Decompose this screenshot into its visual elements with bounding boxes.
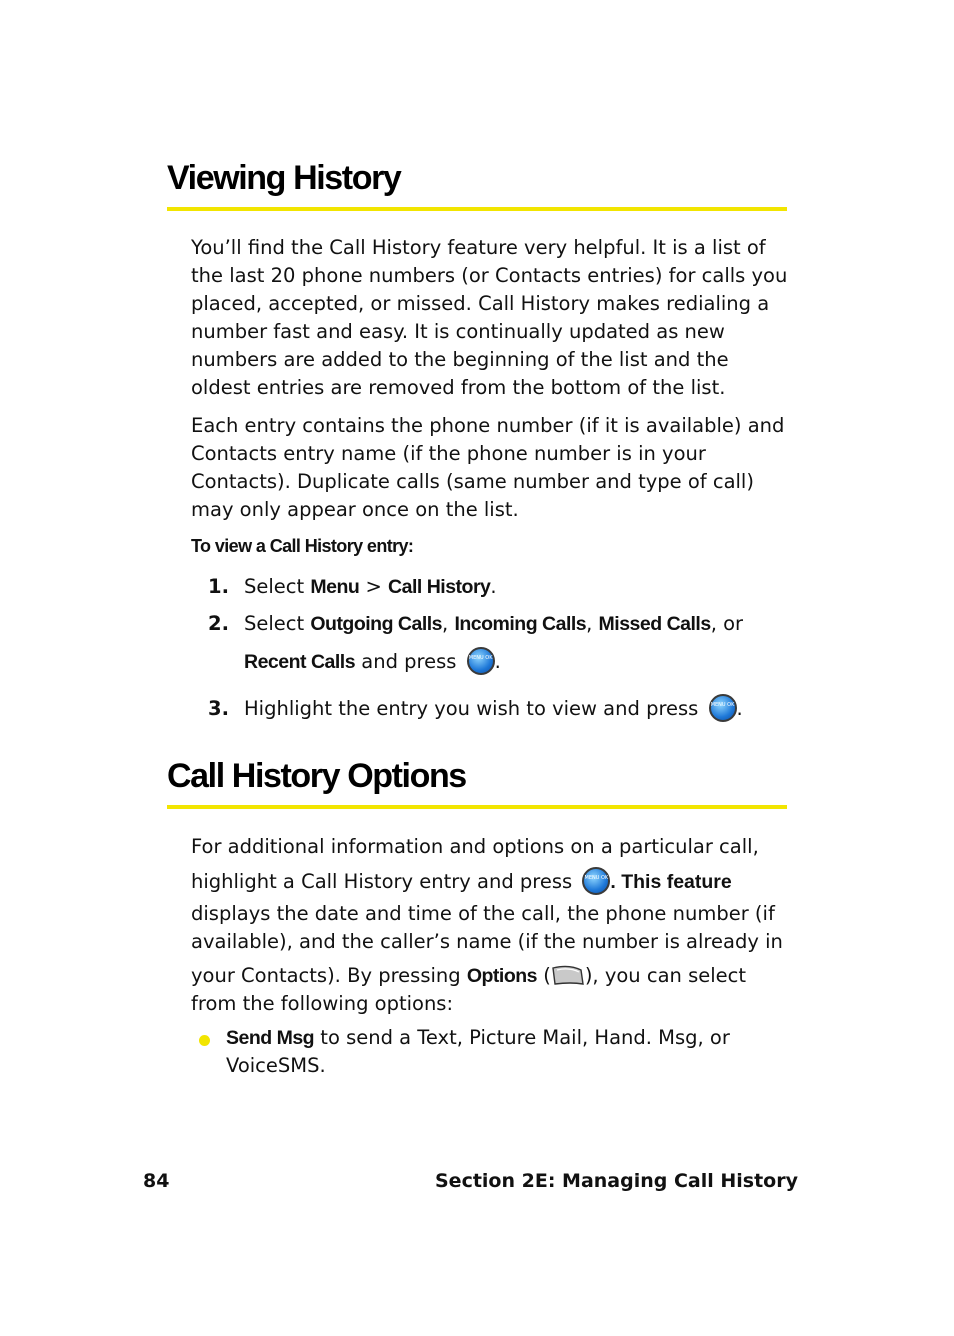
options-line-3: displays the date and time of the call, the phone number (if available), and the caller’s name (if the number is already in [191, 902, 783, 953]
section-title-viewing-history: Viewing History [167, 159, 401, 197]
menu-ok-key-icon: MENU OK [582, 867, 610, 895]
entry-paragraph: Each entry contains the phone number (if it is available) and Contacts entry name (if the phone number is in your Contacts). Duplicate calls (same number and type of call) may only appear once on the list. [191, 414, 785, 521]
footer-section-label: Section 2E: Managing Call History [435, 1170, 798, 1192]
menu-ok-key-icon: MENU OK [709, 694, 737, 722]
page-number: 84 [143, 1170, 170, 1192]
menu-ok-key-icon: MENU OK [467, 647, 495, 675]
intro-paragraph: You’ll find the Call History feature very helpful. It is a list of the last 20 phone numbers (or Contacts entries) for calls you placed, accepted, or missed. Call History makes redialing a number fast and easy. It is continually updated as new numbers are added to the beginning of the list and the oldest entries are removed from the bottom of the list. [191, 236, 788, 399]
step-text: Select Menu > Call History. [244, 575, 497, 598]
options-line-4: your Contacts). By pressing Options ( ), you can select from the following options: [191, 962, 791, 1018]
title-underline [167, 805, 787, 809]
step-number: 3. [208, 697, 229, 720]
step-text: Select Outgoing Calls, Incoming Calls, Missed Calls, or [244, 612, 744, 635]
options-line-2: highlight a Call History entry and press MENU OK . This feature [191, 868, 791, 897]
step-text: Highlight the entry you wish to view and press MENU OK . [244, 690, 743, 728]
subheading: To view a Call History entry: [191, 536, 414, 556]
step-number: 2. [208, 612, 229, 635]
bullet-send-msg: Send Msg to send a Text, Picture Mail, Hand. Msg, or VoiceSMS. [226, 1026, 730, 1077]
title-underline [167, 207, 787, 211]
options-line-1: For additional information and options on a particular call, [191, 835, 759, 858]
step-number: 1. [208, 575, 229, 598]
step-text: Recent Calls and press MENU OK . [244, 643, 501, 681]
right-softkey-icon [551, 962, 585, 988]
bullet-dot [199, 1035, 210, 1046]
section-title-call-history-options: Call History Options [167, 757, 466, 795]
